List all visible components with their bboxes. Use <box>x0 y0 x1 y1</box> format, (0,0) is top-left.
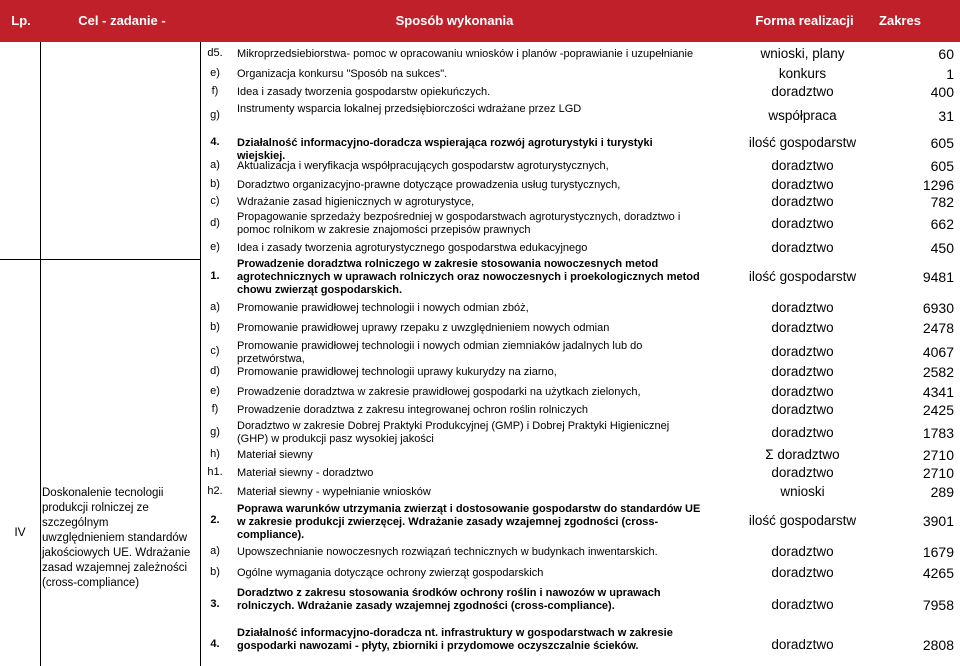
row-form: doradztwo <box>771 425 834 440</box>
header-method: Sposób wykonania <box>395 13 514 28</box>
row-form: wnioski, plany <box>760 46 845 61</box>
row-label: d) <box>210 217 220 229</box>
row-text: Prowadzenie doradztwa rolniczego w zakresie stosowania nowoczesnych metod agrotechnicznych w uprawach rolniczych oraz nowoczesnych i proekologicznych metod chowu zwierząt gospodarskich. <box>237 257 700 296</box>
row-value: 2478 <box>922 320 954 336</box>
table-row <box>200 402 960 418</box>
row-text: Prowadzenie doradztwa z zakresu integrowanej ochron roślin rolniczych <box>237 403 588 416</box>
header-form: Forma realizacji <box>755 13 854 28</box>
row-text: Idea i zasady tworzenia agroturystycznego gospodarstwa edukacyjnego <box>237 241 588 254</box>
table-row <box>200 447 960 463</box>
row-text: Materiał siewny <box>237 448 313 461</box>
row-value: 782 <box>930 194 954 210</box>
row-form: wnioski <box>780 484 825 499</box>
row-value: 7958 <box>922 597 954 613</box>
row-text: Instrumenty wsparcia lokalnej przedsiębiorczości wdrażane przez LGD <box>237 103 582 115</box>
row-label: d) <box>210 365 220 377</box>
row-value: 4067 <box>922 344 954 360</box>
row-form: doradztwo <box>771 597 834 612</box>
table-row <box>200 44 960 64</box>
section-description: Doskonalenie tecnologii produkcji rolniczej ze szczególnym uwzględnieniem standardów jakościowych UE. Wdrażanie zasad wzajemnej zależności (cross-compliance) <box>42 487 191 589</box>
row-form: doradztwo <box>771 177 834 192</box>
grid-line <box>40 42 41 666</box>
row-label: e) <box>210 241 220 253</box>
row-form: doradztwo <box>771 402 834 417</box>
table-row <box>200 465 960 481</box>
table-row <box>200 66 960 82</box>
row-text: Idea i zasady tworzenia gospodarstw opiekuńczych. <box>237 85 491 98</box>
row-text: Doradztwo w zakresie Dobrej Praktyki Produkcyjnej (GMP) i Dobrej Praktyki Higienicznej (GHP) w produkcji pasz wysokiej jakości <box>237 420 670 445</box>
row-form: doradztwo <box>771 637 834 652</box>
row-form: doradztwo <box>771 344 834 359</box>
row-label: b) <box>210 321 220 333</box>
row-text: Prowadzenie doradztwa w zakresie prawidłowej gospodarki na użytkach zielonych, <box>237 385 641 398</box>
row-text: Organizacja konkursu "Sposób na sukces". <box>237 67 448 80</box>
row-value: 6930 <box>922 300 954 316</box>
row-label: 2. <box>210 514 220 526</box>
row-value: 1783 <box>922 425 954 441</box>
row-form: doradztwo <box>771 384 834 399</box>
row-label: g) <box>210 109 220 121</box>
row-label: f) <box>211 403 219 415</box>
row-label: d5. <box>207 47 223 59</box>
table-row <box>200 363 960 381</box>
table-row <box>200 484 960 500</box>
row-form: doradztwo <box>771 194 834 209</box>
header-scope: Zakres <box>879 13 921 28</box>
grid-line <box>0 259 200 260</box>
table-row <box>200 210 960 238</box>
row-form: doradztwo <box>771 84 834 99</box>
row-form: doradztwo <box>771 216 834 231</box>
row-value: 605 <box>930 158 954 174</box>
table-row <box>200 103 960 129</box>
table-row <box>200 503 960 539</box>
row-text: Ogólne wymagania dotyczące ochrony zwierząt gospodarskich <box>237 566 544 579</box>
row-text: Działalność informacyjno-doradcza nt. infrastruktury w gospodarstwach w zakresie gospodarki nawozami - płyty, zbiorniki i przydomowe oczyszczalnie ścieków. <box>237 627 673 652</box>
row-label: h2. <box>207 485 223 497</box>
header-goal: Cel - zadanie - zamierzenie <box>78 13 166 70</box>
row-text: Materiał siewny - doradztwo <box>237 466 374 479</box>
header-lp: Lp. <box>11 13 31 28</box>
table-row <box>200 240 960 256</box>
row-label: a) <box>210 545 220 557</box>
row-value: 4341 <box>922 384 954 400</box>
row-label: 1. <box>210 270 220 282</box>
row-text: Propagowanie sprzedaży bezpośredniej w gospodarstwach agroturystycznych, doradztwo i pomoc rolnikom w zakresie znajomości przepisów prawnych <box>237 211 681 236</box>
table-row <box>200 257 960 297</box>
row-text: Doradztwo z zakresu stosowania środków ochrony roślin i nawozów w uprawach rolniczych. Wdrażanie zasady wzajemnej zgodności (cross-compliance). <box>237 587 661 612</box>
row-form: Σ doradztwo <box>765 447 840 462</box>
row-text: Promowanie prawidłowej technologii uprawy kukurydzy na ziarno, <box>237 365 557 378</box>
row-value: 9481 <box>922 269 954 285</box>
row-label: c) <box>210 345 220 357</box>
table-row <box>200 383 960 401</box>
row-text: Aktualizacja i weryfikacja współpracujących gospodarstw agroturystycznych, <box>237 159 609 172</box>
row-label: h1. <box>207 466 223 478</box>
table-row <box>200 544 960 560</box>
row-value: 605 <box>930 135 954 151</box>
row-text: Działalność informacyjno-doradcza wspierająca rozwój agroturystyki i turystyki wiejskiej. <box>237 136 653 162</box>
row-text: Mikroprzedsiebiorstwa- pomoc w opracowaniu wniosków i planów -poprawianie i uzupełnianie <box>237 47 694 60</box>
section-roman-numeral: IV <box>14 525 26 539</box>
row-label: a) <box>210 159 220 171</box>
row-form: ilość gospodarstw <box>748 269 857 284</box>
row-label: 3. <box>210 598 220 610</box>
row-value: 400 <box>930 84 954 100</box>
table-row <box>200 300 960 316</box>
table-row <box>200 340 960 364</box>
row-text: Promowanie prawidłowej technologii i nowych odmian ziemniaków jadalnych lub do przetwórstwa, <box>237 340 643 365</box>
table-row <box>200 587 960 623</box>
row-label: h) <box>210 448 220 460</box>
row-value: 2425 <box>922 402 954 418</box>
row-value: 662 <box>930 216 954 232</box>
row-form: doradztwo <box>771 544 834 559</box>
row-value: 1679 <box>922 544 954 560</box>
row-value: 4265 <box>922 565 954 581</box>
row-label: f) <box>211 85 219 97</box>
row-value: 1 <box>946 66 954 82</box>
row-label: c) <box>210 195 220 207</box>
table-row <box>200 627 960 663</box>
row-value: 2582 <box>922 364 954 380</box>
table-row <box>200 157 960 175</box>
row-form: doradztwo <box>771 300 834 315</box>
row-form: doradztwo <box>771 565 834 580</box>
row-text: Doradztwo organizacyjno-prawne dotyczące prowadzenia usług turystycznych, <box>237 178 621 191</box>
row-value: 3901 <box>922 513 954 529</box>
row-value: 450 <box>930 240 954 256</box>
row-text: Promowanie prawidłowej technologii i nowych odmian zbóż, <box>237 301 529 314</box>
row-label: e) <box>210 385 220 397</box>
row-form: ilość gospodarstw <box>748 135 857 150</box>
row-text: Upowszechnianie nowoczesnych rozwiązań technicznych w budynkach inwentarskich. <box>237 545 658 558</box>
row-form: doradztwo <box>771 240 834 255</box>
table-row <box>200 420 960 446</box>
row-text: Poprawa warunków utrzymania zwierząt i dostosowanie gospodarstw do standardów UE w zakresie produkcji zwierzęcej. Wdrażanie zasady wzajemnej zgodności (cross-compliance). <box>237 503 701 541</box>
row-form: współpraca <box>768 108 837 123</box>
row-value: 2808 <box>922 637 954 653</box>
row-form: doradztwo <box>771 320 834 335</box>
table-row <box>200 177 960 193</box>
row-text: Promowanie prawidłowej uprawy rzepaku z uwzględnieniem nowych odmian <box>237 321 610 334</box>
row-label: g) <box>210 426 220 438</box>
row-label: a) <box>210 301 220 313</box>
row-form: doradztwo <box>771 158 834 173</box>
row-label: 4. <box>210 638 220 650</box>
table-row <box>200 318 960 338</box>
row-value: 60 <box>938 46 954 62</box>
row-value: 1296 <box>922 177 954 193</box>
row-label: e) <box>210 67 220 79</box>
row-text: Materiał siewny - wypełnianie wniosków <box>237 485 431 498</box>
table-row <box>200 83 960 101</box>
row-value: 2710 <box>922 447 954 463</box>
row-form: doradztwo <box>771 364 834 379</box>
row-value: 2710 <box>922 465 954 481</box>
table-row <box>200 563 960 583</box>
row-form: konkurs <box>778 66 827 81</box>
row-value: 289 <box>930 484 954 500</box>
table-row <box>200 132 960 162</box>
row-label: b) <box>210 178 220 190</box>
row-value: 31 <box>938 108 954 124</box>
row-label: b) <box>210 566 220 578</box>
row-text: Wdrażanie zasad higienicznych w agroturystyce, <box>237 195 475 208</box>
row-label: 4. <box>210 136 220 148</box>
table-row <box>200 194 960 210</box>
row-form: doradztwo <box>771 465 834 480</box>
row-form: ilość gospodarstw <box>748 513 857 528</box>
